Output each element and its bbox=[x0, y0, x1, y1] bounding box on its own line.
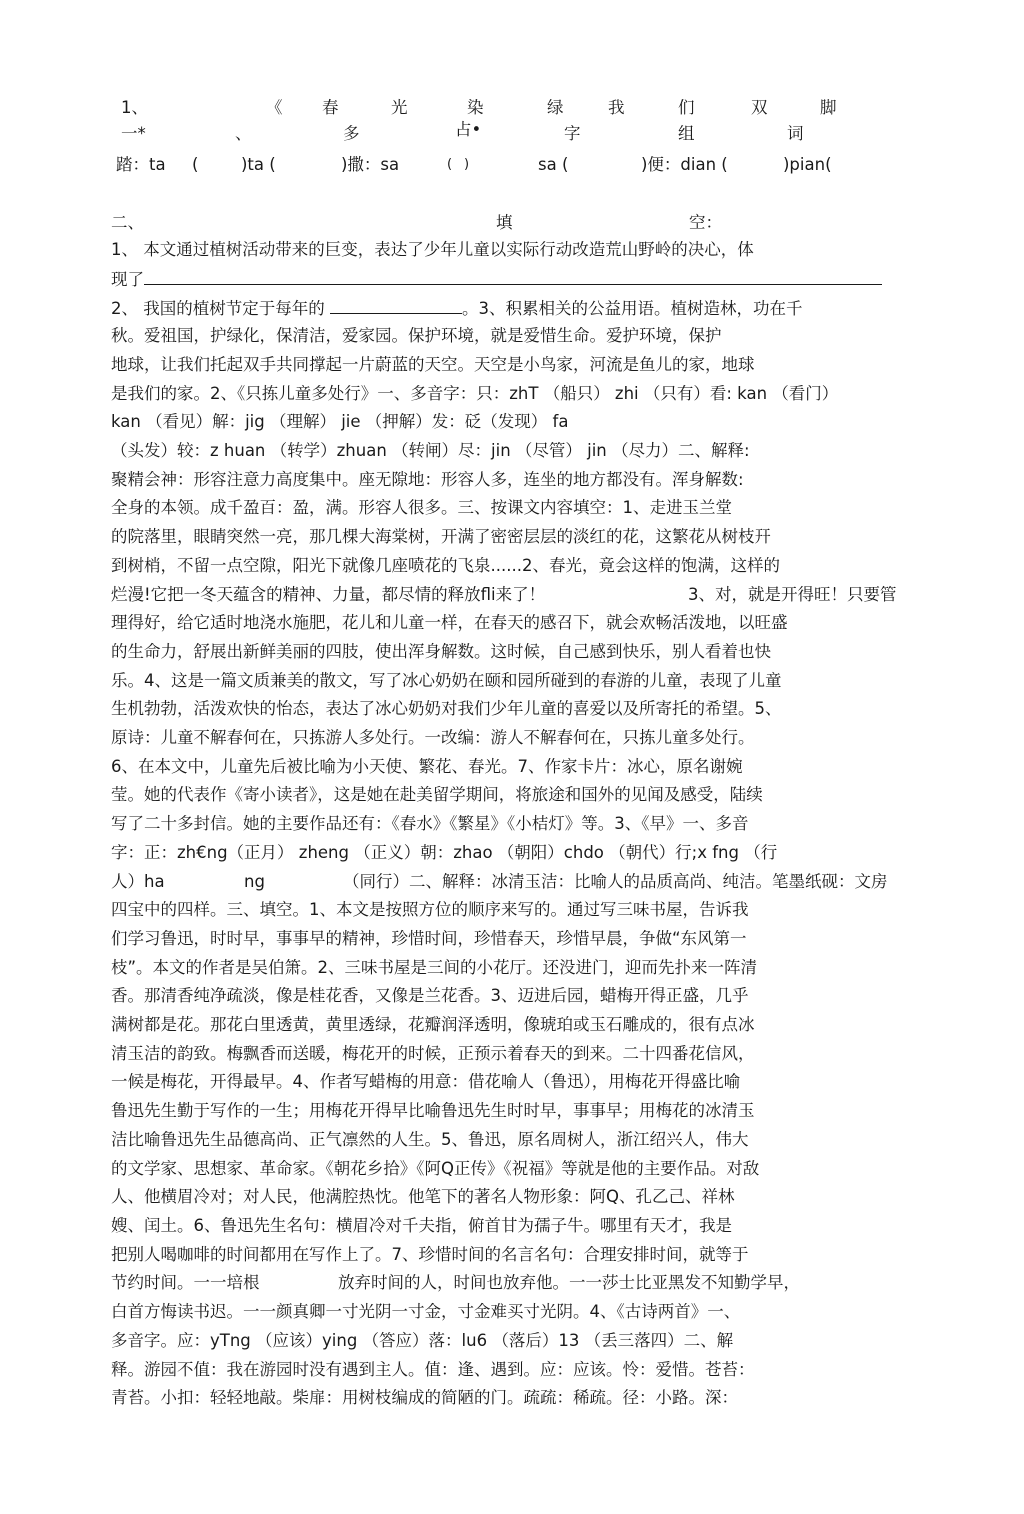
section-char: 填 bbox=[496, 213, 513, 232]
pinyin-item: )便：dian ( bbox=[641, 155, 728, 174]
text-line: 生机勃勃，活泼欢快的怡态，表达了冰心奶奶对我们少年儿童的喜爱以及所寄托的希望。5、 bbox=[111, 699, 782, 718]
text-line: 满树都是花。那花白里透黄，黄里透绿，花瓣润泽透明，像琥珀或玉石雕成的，很有点冰 bbox=[111, 1015, 755, 1034]
section-heading bbox=[111, 212, 731, 234]
text-line: 理得好，给它适时地浇水施肥，花儿和儿童一样，在春天的感召下，就会欢畅活泼地，以旺盛 bbox=[111, 613, 788, 632]
text-line: 莹。她的代表作《寄小读者》，这是她在赴美留学期间，将旅途和国外的见闻及感受，陆续 bbox=[111, 785, 763, 804]
text-line: 到树梢，不留一点空隙，阳光下就像几座喷花的飞泉......2、春光，竟会这样的饱满，这样的 bbox=[111, 556, 780, 575]
text-line: 嫂、闰土。6、鲁迅先生名句：横眉冷对千夫指，俯首甘为孺子牛。哪里有天才，我是 bbox=[111, 1216, 732, 1235]
header-row-1 bbox=[111, 97, 871, 119]
text-line: 6、在本文中，儿童先后被比喻为小天使、繁花、春光。7、作家卡片：冰心，原名谢婉 bbox=[111, 757, 743, 776]
text-line: 的文学家、思想家、革命家。《朝花乡拾》《阿Q正传》《祝福》等就是他的主要作品。对敌 bbox=[111, 1159, 760, 1178]
text-line: 一候是梅花，开得最早。4、作者写蜡梅的用意：借花喻人（鲁迅），用梅花开得盛比喻 bbox=[111, 1072, 741, 1091]
header-char: 春 bbox=[322, 98, 339, 117]
text-line: 释。游园不值：我在游园时没有遇到主人。值：逢、遇到。应：应该。怜：爱惜。苍苔： bbox=[111, 1360, 755, 1379]
text-line: 的院落里，眼睛突然一亮，那几棵大海棠树，开满了密密层层的淡红的花，这繁花从树枝幵 bbox=[111, 527, 771, 546]
text-line: 香。那清香纯净疏淡，像是桂花香，又像是兰花香。3、迈进后园，蜡梅开得正盛，几乎 bbox=[111, 986, 749, 1005]
pinyin-item: ( bbox=[447, 157, 453, 172]
header-char: 一* bbox=[121, 124, 146, 143]
text-line: 3、对，就是开得旺！只要管 bbox=[688, 585, 897, 604]
text-line: 四宝中的四样。三、填空。1、本文是按照方位的顺序来写的。通过写三味书屋，告诉我 bbox=[111, 900, 749, 919]
line-text: 烂漫!它把一冬天蕴含的精神、力量，都尽情的释放fli来了！ bbox=[111, 585, 546, 604]
pinyin-item: ( bbox=[192, 155, 199, 174]
header-char: 组 bbox=[678, 124, 695, 143]
blank-underline bbox=[144, 269, 882, 285]
pinyin-item: sa ( bbox=[538, 155, 569, 174]
text-line: 把别人喝咖啡的时间都用在写作上了。7、珍惜时间的名言名句：合理安排时间，就等于 bbox=[111, 1245, 749, 1264]
pinyin-item: )ta ( bbox=[241, 155, 276, 174]
header-char: 双 bbox=[751, 98, 768, 117]
text-line: 多音字。应：yTng （应该）ying （答应）落：lu6 （落后）13 （丢三落四）二、解 bbox=[111, 1331, 734, 1350]
text-line: 白首方悔读书迟。一一颜真卿一寸光阴一寸金，寸金难买寸光阴。4、《古诗两首》一、 bbox=[111, 1302, 741, 1321]
header-char: 1、 bbox=[121, 98, 148, 117]
header-char: 脚 bbox=[820, 98, 837, 117]
header-char: 字 bbox=[564, 124, 581, 143]
text-line bbox=[111, 269, 882, 290]
section-char: 空： bbox=[689, 213, 722, 232]
text-line: 原诗：儿童不解春何在，只拣游人多处行。一改编：游人不解春何在，只拣儿童多处行。 bbox=[111, 728, 755, 747]
header-char: 我 bbox=[608, 98, 625, 117]
line-text: 现了 bbox=[111, 270, 144, 289]
blank-underline bbox=[330, 298, 462, 314]
header-char: 《 bbox=[266, 98, 283, 117]
text-line: 乐。4、这是一篇文质兼美的散文，写了冰心奶奶在颐和园所碰到的春游的儿童，表现了儿童 bbox=[111, 671, 782, 690]
header-char: 们 bbox=[678, 98, 695, 117]
text-line: 1、 本文通过植树活动带来的巨变，表达了少年儿童以实际行动改造荒山野岭的决心，体 bbox=[111, 240, 754, 259]
header-row-3 bbox=[111, 154, 911, 176]
header-char: 多 bbox=[343, 124, 360, 143]
text-line: kan （看见）解：jig （理解） jie （押解）发：砭（发现） fa bbox=[111, 412, 569, 431]
text-line: 枝”。本文的作者是吴伯箫。2、三味书屋是三间的小花厅。还没进门，迎而先扑来一阵清 bbox=[111, 958, 758, 977]
text-line: 节约时间。一一培根 bbox=[111, 1273, 260, 1292]
text-line: 清玉洁的韵致。梅飘香而送暖，梅花开的时候，正预示着春天的到来。二十四番花信风， bbox=[111, 1044, 755, 1063]
text-line: 洁比喻鲁迅先生品德高尚、正气凛然的人生。5、鲁迅，原名周树人，浙江绍兴人，伟大 bbox=[111, 1130, 749, 1149]
text-line: 是我们的家。2、《只拣儿童多处行》一、多音字：只：zhT （船只） zhi （只有）看: kan （看门） bbox=[111, 384, 839, 403]
header-char: 绿 bbox=[547, 98, 564, 117]
text-line: 鲁迅先生勤于写作的一生；用梅花开得早比喻鲁迅先生时时早，事事早；用梅花的冰清玉 bbox=[111, 1101, 755, 1120]
text-line: 地球，让我们托起双手共同撑起一片蔚蓝的天空。天空是小鸟家，河流是鱼儿的家，地球 bbox=[111, 355, 755, 374]
text-line: （头发）较：z huan （转学）zhuan （转闸）尽：jin （尽管） jin （尽力）二、解释: bbox=[111, 441, 750, 460]
text-line: 青苔。小扣：轻轻地敲。柴扉：用树枝编成的简陋的门。疏疏：稀疏。径：小路。深： bbox=[111, 1388, 738, 1407]
header-char: 、 bbox=[235, 124, 252, 143]
text-line bbox=[111, 298, 803, 319]
section-number: 二、 bbox=[111, 213, 144, 232]
text-line: 全身的本领。成千盈百：盈，满。形容人很多。三、按课文内容填空：1、走进玉兰堂 bbox=[111, 498, 732, 517]
pinyin-item: ) bbox=[464, 157, 470, 172]
text-line: 写了二十多封信。她的主要作品还有：《春水》《繁星》《小桔灯》等。3、《早》一、多音 bbox=[111, 814, 749, 833]
line-text: 2、 我国的植树节定于每年的 bbox=[111, 299, 325, 318]
pinyin-item: 踏：ta bbox=[116, 155, 166, 174]
text-line bbox=[111, 585, 545, 605]
header-row-2 bbox=[111, 120, 871, 145]
text-line: 人、他横眉冷对；对人民，他满腔热忱。他笔下的著名人物形象：阿Q、孔乙己、祥林 bbox=[111, 1187, 735, 1206]
text-line: 的生命力，舒展出新鲜美丽的四肢，使出浑身解数。这时候，自己感到快乐，别人看着也快 bbox=[111, 642, 771, 661]
text-line: 人）ha bbox=[111, 872, 165, 891]
line-text: 。3、积累相关的公益用语。植树造林，功在千 bbox=[462, 299, 803, 318]
pinyin-item: )pian( bbox=[783, 155, 832, 174]
header-char: 染 bbox=[467, 98, 484, 117]
text-line: 字：正：zh€ng（正月） zheng （正义）朝：zhao （朝阳）chdo （朝代）行;x fng （行 bbox=[111, 843, 778, 862]
header-char: 占• bbox=[455, 120, 482, 139]
pinyin-item: )撒：sa bbox=[341, 155, 400, 174]
header-char: 光 bbox=[391, 98, 408, 117]
text-line: 放弃时间的人，时间也放弃他。一一莎士比亚黑发不知勤学早， bbox=[338, 1273, 800, 1292]
text-line: 们学习鲁迅，时时早，事事早的精神，珍惜时间，珍惜春天，珍惜早晨，争做“东风第一 bbox=[111, 929, 747, 948]
text-line: 聚精会神：形容注意力高度集中。座无隙地：形容人多，连坐的地方都没有。浑身解数: bbox=[111, 470, 744, 489]
header-char: 词 bbox=[787, 124, 804, 143]
text-line: 秋。爱祖国，护绿化，保清洁，爱家园。保护环境，就是爱惜生命。爱护环境，保护 bbox=[111, 326, 722, 345]
text-line: （同行）二、解释：冰清玉洁：比喻人的品质高尚、纯洁。笔墨纸砚：文房 bbox=[343, 872, 888, 891]
text-line: ng bbox=[244, 872, 265, 891]
